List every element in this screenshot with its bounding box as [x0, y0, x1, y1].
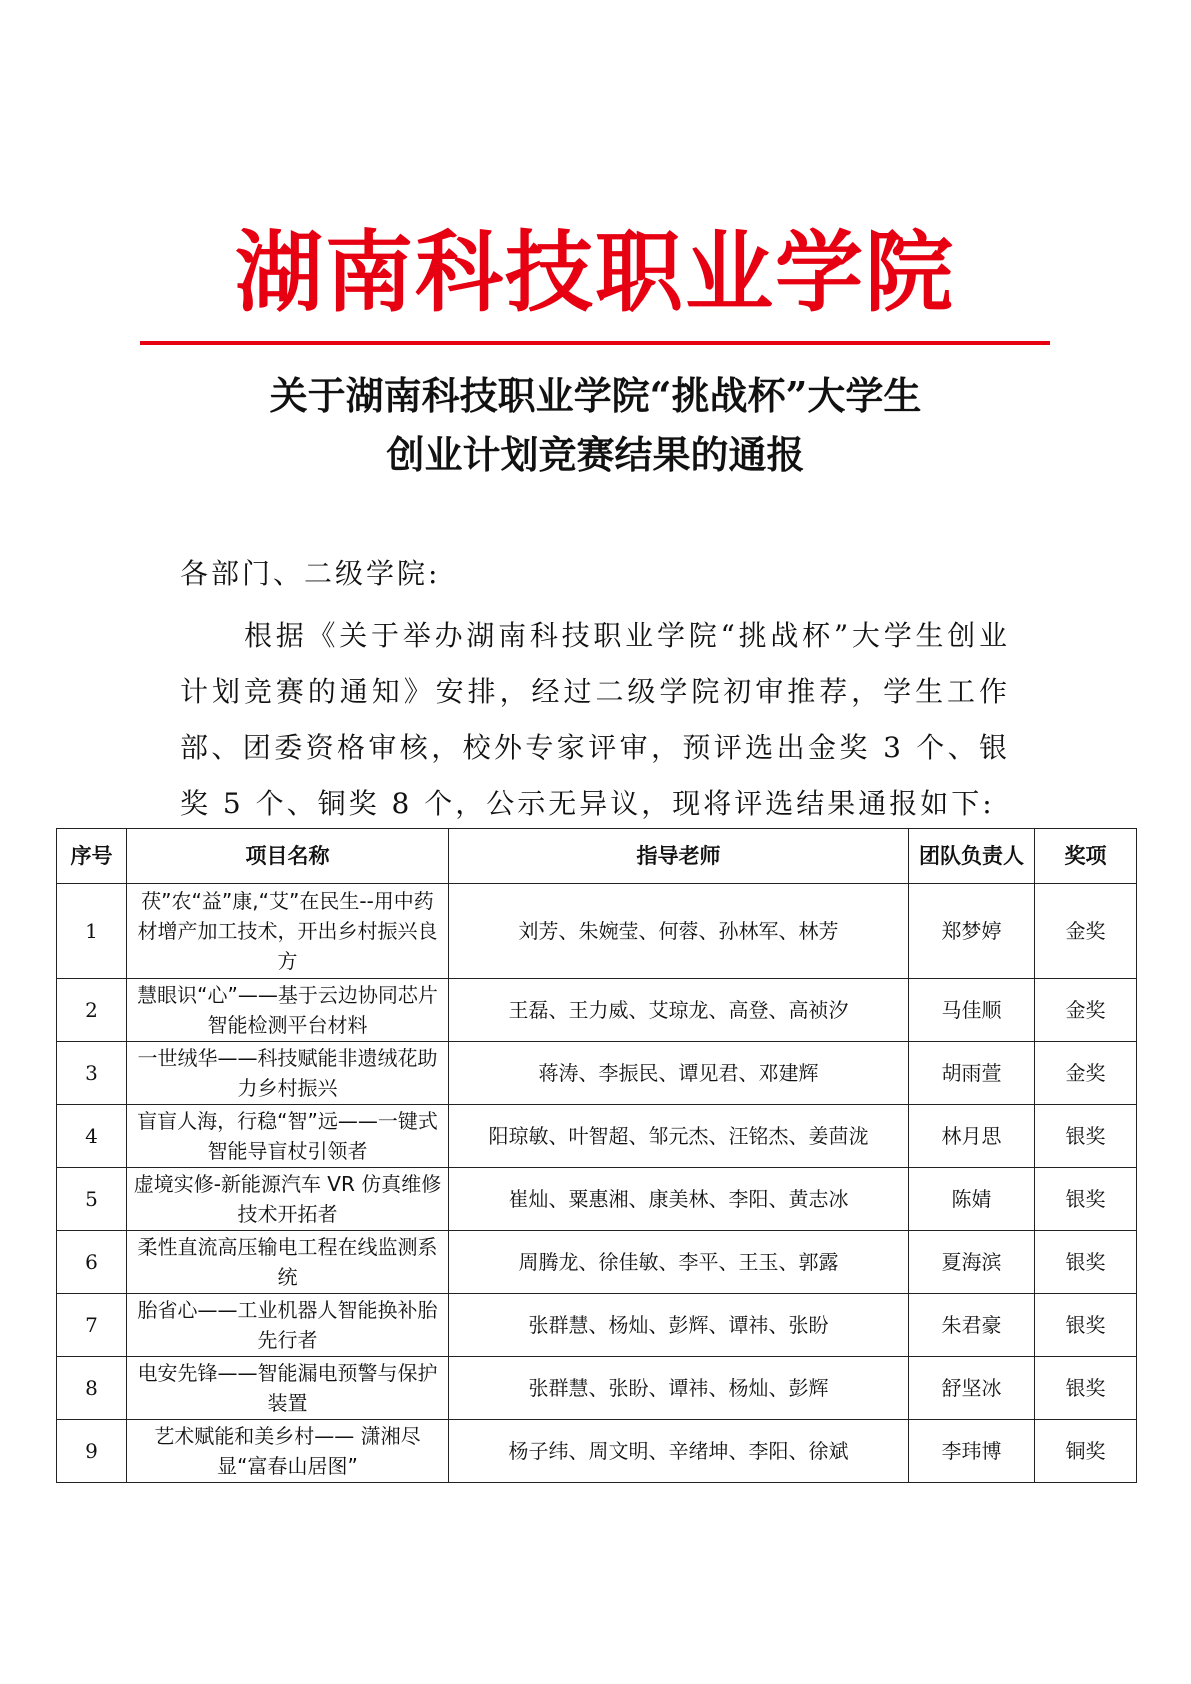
row-advisors: 王磊、王力威、艾琼龙、高登、高祯汐 [449, 979, 909, 1042]
row-advisors: 张群慧、张盼、谭祎、杨灿、彭辉 [449, 1357, 909, 1420]
row-leader: 胡雨萱 [909, 1042, 1035, 1105]
row-advisors: 张群慧、杨灿、彭辉、谭祎、张盼 [449, 1294, 909, 1357]
row-leader: 夏海滨 [909, 1231, 1035, 1294]
row-award: 银奖 [1035, 1168, 1137, 1231]
row-no: 2 [57, 979, 127, 1042]
results-table [56, 828, 1137, 1483]
row-project: 胎省心——工业机器人智能换补胎先行者 [127, 1294, 449, 1357]
row-award: 银奖 [1035, 1231, 1137, 1294]
row-no: 9 [57, 1420, 127, 1483]
row-project: 茯”农“益”康,“艾”在民生--用中药材增产加工技术，开出乡村振兴良方 [127, 884, 449, 979]
row-project: 盲盲人海，行稳“智”远——一键式智能导盲杖引领者 [127, 1105, 449, 1168]
row-no: 6 [57, 1231, 127, 1294]
row-no: 1 [57, 884, 127, 979]
row-no: 4 [57, 1105, 127, 1168]
row-no: 3 [57, 1042, 127, 1105]
row-award: 金奖 [1035, 979, 1137, 1042]
table-row [57, 1105, 1137, 1168]
table-row [57, 1231, 1137, 1294]
table-row [57, 1420, 1137, 1483]
row-award: 铜奖 [1035, 1420, 1137, 1483]
header-award: 奖项 [1035, 829, 1137, 884]
table-row [57, 1294, 1137, 1357]
row-leader: 林月思 [909, 1105, 1035, 1168]
row-award: 金奖 [1035, 884, 1137, 979]
row-leader: 郑梦婷 [909, 884, 1035, 979]
table-row [57, 1168, 1137, 1231]
body-paragraph: 根据《关于举办湖南科技职业学院“挑战杯”大学生创业计划竞赛的通知》安排，经过二级学院初审推荐，学生工作部、团委资格审核，校外专家评审，预评选出金奖 3 个、银奖 5 个、铜奖 8 个，公示无异议，现将评选结果通报如下: [180, 619, 1010, 820]
row-no: 5 [57, 1168, 127, 1231]
row-leader: 舒坚冰 [909, 1357, 1035, 1420]
row-leader: 马佳顺 [909, 979, 1035, 1042]
row-leader: 陈婧 [909, 1168, 1035, 1231]
row-award: 金奖 [1035, 1042, 1137, 1105]
row-project: 艺术赋能和美乡村—— 潇湘尽显“富春山居图” [127, 1420, 449, 1483]
row-no: 8 [57, 1357, 127, 1420]
row-advisors: 阳琼敏、叶智超、邹元杰、汪铭杰、姜茴泷 [449, 1105, 909, 1168]
table-row [57, 979, 1137, 1042]
row-advisors: 周腾龙、徐佳敏、李平、王玉、郭露 [449, 1231, 909, 1294]
header-advisors: 指导老师 [449, 829, 909, 884]
row-leader: 李玮博 [909, 1420, 1035, 1483]
table-row [57, 884, 1137, 979]
header-leader: 团队负责人 [909, 829, 1035, 884]
row-project: 一世绒华——科技赋能非遗绒花助力乡村振兴 [127, 1042, 449, 1105]
header-project: 项目名称 [127, 829, 449, 884]
row-no: 7 [57, 1294, 127, 1357]
row-award: 银奖 [1035, 1357, 1137, 1420]
row-advisors: 蒋涛、李振民、谭见君、邓建辉 [449, 1042, 909, 1105]
red-divider-rule [140, 341, 1050, 345]
document-title-line-1: 关于湖南科技职业学院“挑战杯”大学生 [269, 373, 922, 418]
row-project: 电安先锋——智能漏电预警与保护装置 [127, 1357, 449, 1420]
row-advisors: 刘芳、朱婉莹、何蓉、孙林军、林芳 [449, 884, 909, 979]
table-row [57, 1357, 1137, 1420]
table-row [57, 1042, 1137, 1105]
row-advisors: 崔灿、粟惠湘、康美林、李阳、黄志冰 [449, 1168, 909, 1231]
row-award: 银奖 [1035, 1294, 1137, 1357]
row-leader: 朱君豪 [909, 1294, 1035, 1357]
salutation: 各部门、二级学院: [180, 557, 441, 590]
row-project: 柔性直流高压输电工程在线监测系统 [127, 1231, 449, 1294]
row-award: 银奖 [1035, 1105, 1137, 1168]
org-name-header: 湖南科技职业学院 [234, 221, 955, 324]
document-title-line-2: 创业计划竞赛结果的通报 [386, 432, 805, 477]
row-project: 虚境实修-新能源汽车 VR 仿真维修技术开拓者 [127, 1168, 449, 1231]
row-advisors: 杨子纬、周文明、辛绪坤、李阳、徐斌 [449, 1420, 909, 1483]
row-project: 慧眼识“心”——基于云边协同芯片智能检测平台材料 [127, 979, 449, 1042]
header-no: 序号 [57, 829, 127, 884]
table-header-row [57, 829, 1137, 884]
